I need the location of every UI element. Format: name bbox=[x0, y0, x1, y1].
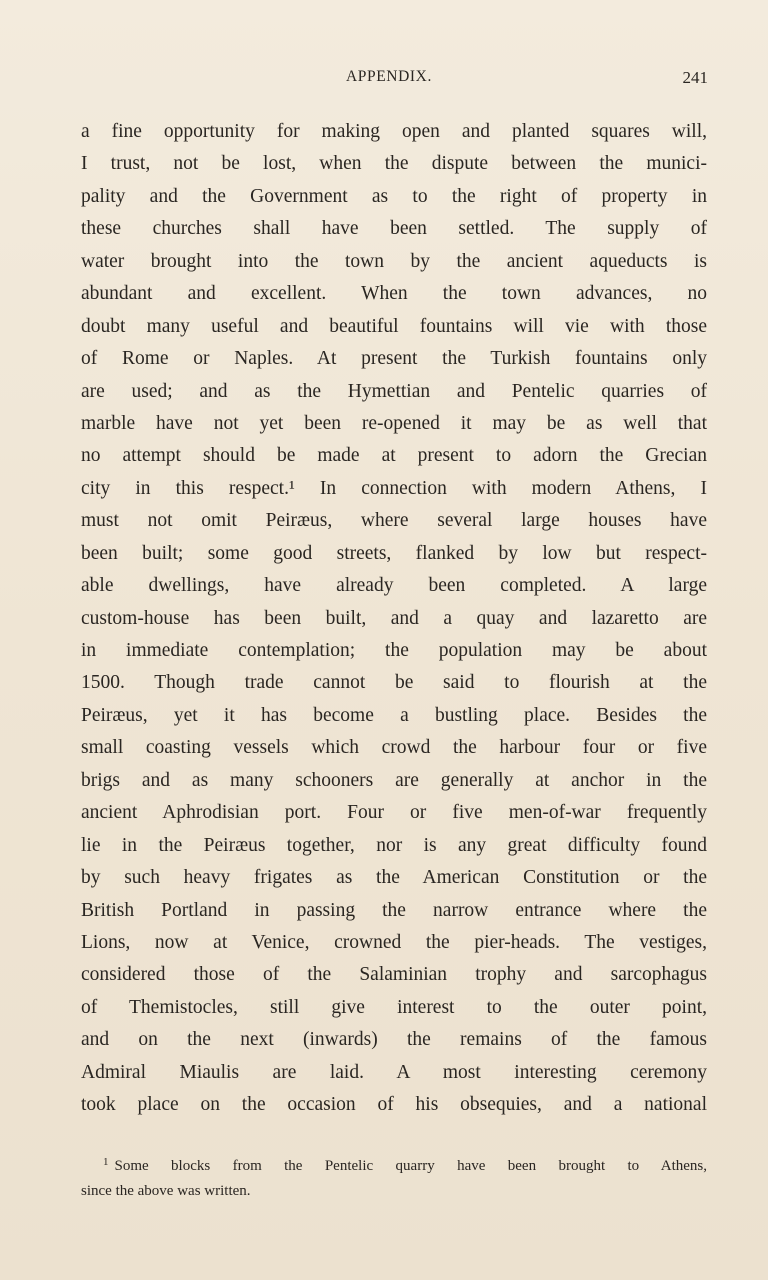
text-line: Peiræus, yet it has become a bustling place. Besides the bbox=[81, 704, 707, 726]
text-line: able dwellings, have already been completed. A large bbox=[81, 575, 707, 597]
text-line: a fine opportunity for making open and planted squares will, bbox=[81, 121, 707, 142]
text-line: in immediate contemplation; the population may be about bbox=[81, 640, 707, 661]
text-line: lie in the Peiræus together, nor is any great difficulty found bbox=[81, 834, 707, 856]
text-line: marble have not yet been re-opened it may be as well that bbox=[81, 412, 707, 434]
text-line: I trust, not be lost, when the dispute between the munici- bbox=[81, 153, 707, 175]
text-line: water brought into the town by the ancient aqueducts is bbox=[81, 250, 707, 272]
text-line: of Themistocles, still give interest to the outer point, bbox=[81, 996, 707, 1018]
text-line: took place on the occasion of his obsequies, and a national bbox=[81, 1094, 707, 1116]
footnote-line: since the above was written. bbox=[81, 1183, 251, 1199]
text-line: are used; and as the Hymettian and Pentelic quarries of bbox=[81, 380, 707, 402]
text-line: abundant and excellent. When the town advances, no bbox=[81, 283, 707, 305]
text-line: custom-house has been built, and a quay and lazaretto are bbox=[81, 607, 707, 629]
text-line: British Portland in passing the narrow entrance where the bbox=[81, 899, 707, 921]
text-line: brigs and as many schooners are generally at anchor in the bbox=[81, 769, 707, 791]
footnote-line bbox=[81, 1150, 707, 1179]
text-line: and on the next (inwards) the remains of the famous bbox=[81, 1029, 707, 1051]
text-line: Lions, now at Venice, crowned the pier-heads. The vestiges, bbox=[81, 931, 707, 953]
text-line: pality and the Government as to the right of property in bbox=[81, 185, 707, 207]
text-line: these churches shall have been settled. The supply of bbox=[81, 218, 707, 240]
text-line: ancient Aphrodisian port. Four or five men-of-war frequently bbox=[81, 802, 707, 824]
text-line: by such heavy frigates as the American Constitution or the bbox=[81, 867, 707, 889]
text-line: small coasting vessels which crowd the harbour four or five bbox=[81, 737, 707, 759]
footnote-text: Some blocks from the Pentelic quarry have been brought to Athens, bbox=[114, 1158, 707, 1174]
text-line: must not omit Peiræus, where several large houses have bbox=[81, 510, 707, 532]
text-line: no attempt should be made at present to adorn the Grecian bbox=[81, 445, 707, 467]
text-line: of Rome or Naples. At present the Turkish fountains only bbox=[81, 348, 707, 370]
text-line: 1500. Though trade cannot be said to flourish at the bbox=[81, 672, 707, 694]
text-line: city in this respect.¹ In connection with modern Athens, I bbox=[81, 477, 707, 499]
footnote bbox=[81, 1150, 707, 1204]
footnote-marker: 1 bbox=[103, 1156, 109, 1168]
page-header bbox=[84, 68, 708, 94]
body-text bbox=[81, 116, 707, 1122]
running-head: APPENDIX. bbox=[346, 68, 432, 85]
page-number: 241 bbox=[682, 68, 708, 87]
text-line: doubt many useful and beautiful fountains will vie with those bbox=[81, 315, 707, 337]
text-line: been built; some good streets, flanked by low but respect- bbox=[81, 542, 707, 564]
text-line: considered those of the Salaminian trophy and sarcophagus bbox=[81, 964, 707, 986]
text-line: Admiral Miaulis are laid. A most interesting ceremony bbox=[81, 1061, 707, 1083]
